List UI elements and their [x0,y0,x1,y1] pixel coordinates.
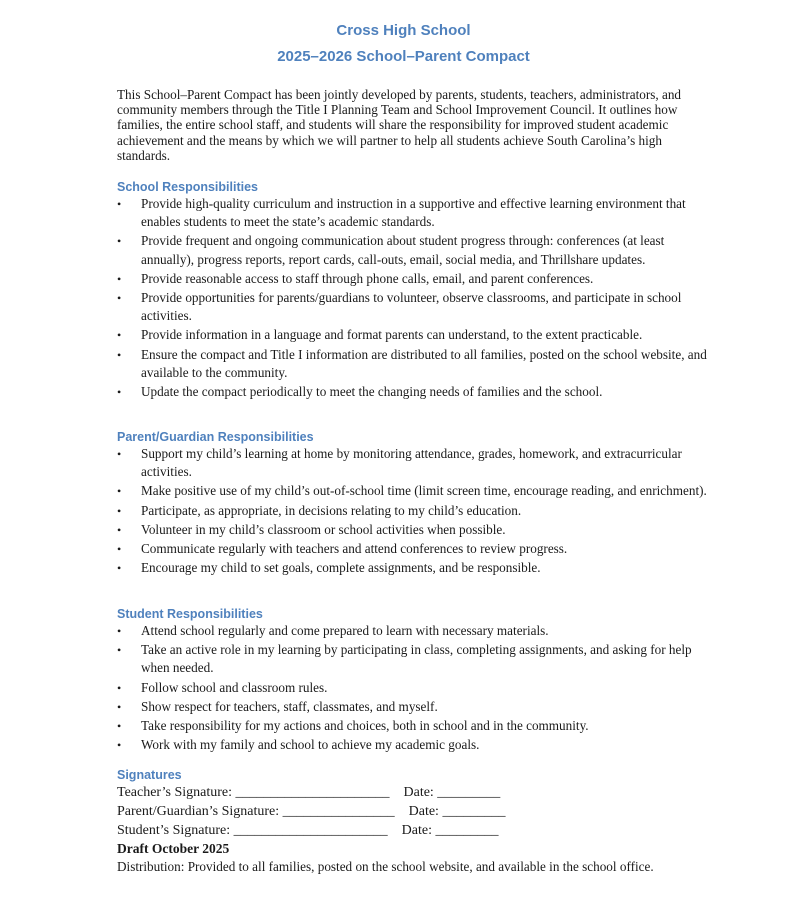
student-responsibilities-list [117,622,707,754]
school-responsibilities-section [117,179,707,402]
student-responsibilities-section [117,606,707,755]
list-item: • Provide opportunities for parents/guardians to volunteer, observe classrooms, and participate in school activities. [117,290,682,324]
list-item: • Support my child’s learning at home by monitoring attendance, grades, homework, and extracurricular activities. [117,446,682,480]
section-heading: Parent/Guardian Responsibilities [117,430,314,444]
teacher-signature-line[interactable]: Teacher’s Signature: ______________________ Date: _________ [117,785,501,800]
list-item: • Make positive use of my child’s out-of-school time (limit screen time, encourage reading, and enrichment). [117,482,707,500]
bullet-icon: • [117,447,122,461]
bullet-icon: • [117,738,122,753]
list-item: • Volunteer in my child’s classroom or school activities when possible. [117,521,707,539]
bullet-icon: • [117,643,122,658]
intro-paragraph: This School–Parent Compact has been jointly developed by parents, students, teachers, administrators, and community members through the Title I Planning Team and School Improvement Council. It outlines how families, the entire school staff, and students will share the responsibility for improved student academic achievement and the means by which we will partner to help all students achieve South Carolina’s high standards. [117,87,682,163]
bullet-icon: • [117,234,122,249]
distribution-note: Distribution: Provided to all families, posted on the school website, and available in the school office. [117,859,654,874]
draft-label: Draft October 2025 [117,841,230,856]
student-signature-line[interactable]: Student’s Signature: ______________________ Date: _________ [117,823,499,838]
document-title: 2025–2026 School–Parent Compact [277,48,530,65]
bullet-icon: • [117,624,122,638]
bullet-icon: • [117,484,122,499]
list-item: • Communicate regularly with teachers and attend conferences to review progress. [117,540,707,558]
bullet-icon: • [117,385,122,400]
list-item: • Follow school and classroom rules. [117,679,707,697]
bullet-icon: • [117,328,122,343]
list-item: • Encourage my child to set goals, complete assignments, and be responsible. [117,559,707,577]
bullet-icon: • [117,719,122,734]
bullet-icon: • [117,347,122,362]
list-item: • Provide high-quality curriculum and instruction in a supportive and effective learning environment that enables students to meet the state’s academic standards. [117,196,686,230]
list-item: • Ensure the compact and Title I information are distributed to all families, posted on the school website, and available to the community. [117,346,707,380]
bullet-icon: • [117,197,122,211]
bullet-icon: • [117,522,122,537]
list-item: • Provide information in a language and format parents can understand, to the extent practicable. [117,326,707,344]
list-item: • Take an active role in my learning by participating in class, completing assignments, and asking for help when needed. [117,642,692,676]
section-heading: Signatures [117,768,182,782]
list-item: • Provide frequent and ongoing communication about student progress through: conferences (at least annually), progress reports, report cards, call-outs, email, social media, and Thrillshare updates. [117,233,665,267]
list-item: • Update the compact periodically to meet the changing needs of families and the school. [117,383,707,401]
parent-responsibilities-section [117,429,707,578]
section-heading: Student Responsibilities [117,607,263,621]
list-item: • Provide reasonable access to staff through phone calls, email, and parent conferences. [117,270,707,288]
list-item: • Take responsibility for my actions and choices, both in school and in the community. [117,717,707,735]
list-item: • Attend school regularly and come prepared to learn with necessary materials. [117,622,707,640]
list-item: • Show respect for teachers, staff, classmates, and myself. [117,698,707,716]
bullet-icon: • [117,503,122,518]
parent-responsibilities-list [117,445,707,577]
list-item: • Participate, as appropriate, in decisions relating to my child’s education. [117,502,707,520]
bullet-icon: • [117,542,122,557]
bullet-icon: • [117,291,122,306]
bullet-icon: • [117,699,122,714]
signatures-section [117,767,707,876]
school-responsibilities-list [117,195,707,401]
bullet-icon: • [117,680,122,695]
bullet-icon: • [117,561,122,576]
list-item: • Work with my family and school to achieve my academic goals. [117,736,707,754]
section-heading: School Responsibilities [117,180,258,194]
school-name: Cross High School [336,22,471,39]
bullet-icon: • [117,271,122,286]
parent-signature-line[interactable]: Parent/Guardian’s Signature: ________________ Date: _________ [117,804,506,819]
